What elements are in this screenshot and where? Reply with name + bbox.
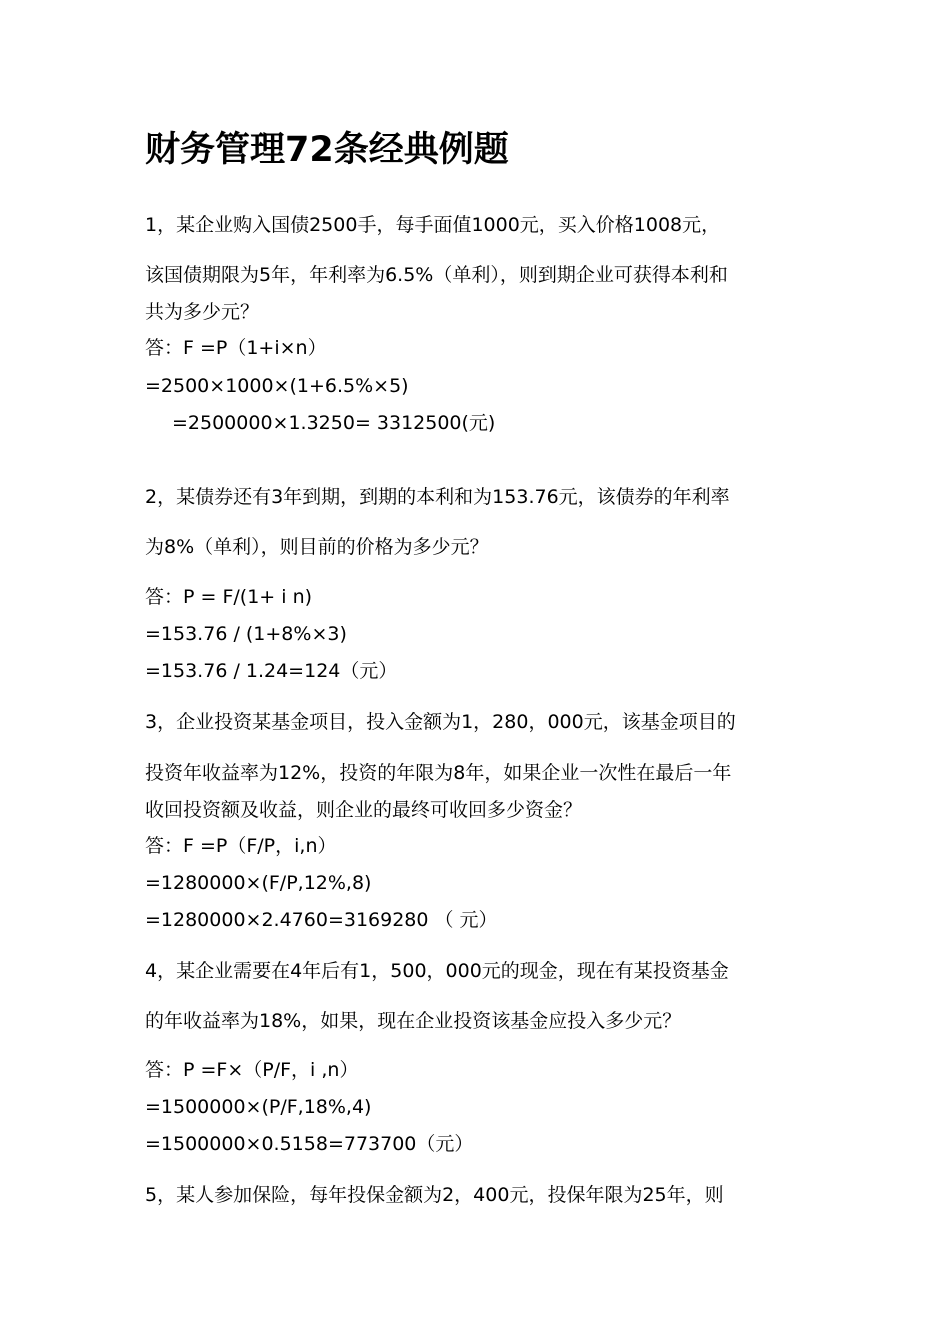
question-3-line-2: 投资年收益率为12%，投资的年限为8年，如果企业一次性在最后一年 <box>145 762 732 784</box>
answer-1-line-1: 答：F =P（1+i×n） <box>145 337 327 359</box>
question-2-line-1: 2，某债券还有3年到期，到期的本利和为153.76元，该债券的年利率 <box>145 486 730 508</box>
question-1-line-3: 共为多少元？ <box>145 301 260 323</box>
question-1-line-1: 1，某企业购入国债2500手，每手面值1000元，买入价格1008元， <box>145 214 721 236</box>
answer-2-line-3: =153.76 / 1.24=124（元） <box>145 660 398 682</box>
answer-4-line-3: =1500000×0.5158=773700（元） <box>145 1133 474 1155</box>
question-4-line-1: 4，某企业需要在4年后有1，500，000元的现金，现在有某投资基金 <box>145 960 729 982</box>
answer-1-line-3: =2500000×1.3250= 3312500(元) <box>172 412 496 434</box>
answer-2-line-2: =153.76 / (1+8%×3) <box>145 623 347 645</box>
question-1-line-2: 该国债期限为5年，年利率为6.5%（单利），则到期企业可获得本利和 <box>145 264 728 286</box>
answer-3-line-3: =1280000×2.4760=3169280 （ 元） <box>145 909 498 931</box>
answer-3-line-2: =1280000×(F/P,12%,8) <box>145 872 372 894</box>
answer-2-line-1: 答：P = F/(1+ i n) <box>145 586 313 608</box>
answer-3-line-1: 答：F =P（F/P，i,n） <box>145 835 337 857</box>
answer-4-line-1: 答：P =F×（P/F，i ,n） <box>145 1059 359 1081</box>
answer-4-line-2: =1500000×(P/F,18%,4) <box>145 1096 372 1118</box>
question-3-line-3: 收回投资额及收益，则企业的最终可收回多少资金？ <box>145 799 583 821</box>
question-2-line-2: 为8%（单利），则目前的价格为多少元？ <box>145 536 489 558</box>
question-4-line-2: 的年收益率为18%，如果，现在企业投资该基金应投入多少元？ <box>145 1010 682 1032</box>
document-title: 财务管理72条经典例题 <box>145 130 509 170</box>
question-3-line-1: 3，企业投资某基金项目，投入金额为1，280，000元，该基金项目的 <box>145 711 736 733</box>
answer-1-line-2: =2500×1000×(1+6.5%×5) <box>145 375 409 397</box>
question-5-line-1: 5，某人参加保险，每年投保金额为2，400元，投保年限为25年，则 <box>145 1184 724 1206</box>
